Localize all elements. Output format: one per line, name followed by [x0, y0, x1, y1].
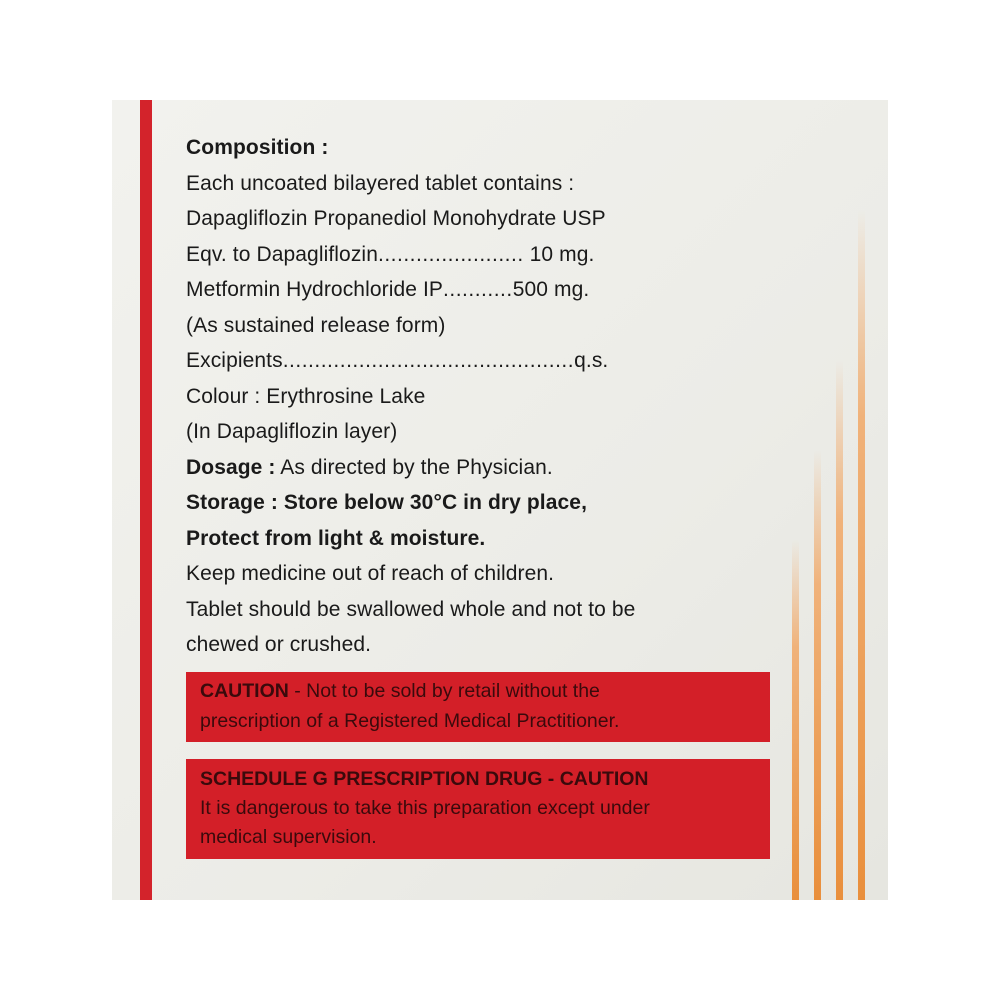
schedule-g-line: It is dangerous to take this preparation except under — [200, 797, 650, 819]
warning-line: chewed or crushed. — [186, 633, 372, 656]
ingredient-value: 500 mg. — [512, 278, 590, 301]
dosage-label: Dosage : — [186, 455, 276, 479]
composition-line: Each uncoated bilayered tablet contains : — [186, 171, 575, 195]
caution-line — [200, 676, 756, 706]
colour-line: Colour : Erythrosine Lake — [186, 384, 426, 408]
ingredient-metformin — [186, 272, 806, 308]
ingredient-value: 10 mg. — [523, 242, 595, 266]
label-text — [186, 130, 806, 663]
orange-stripe-decoration — [836, 360, 843, 900]
ingredient-value: q.s. — [574, 349, 609, 372]
red-edge-strip — [140, 100, 152, 900]
caution-line: prescription of a Registered Medical Practitioner. — [200, 710, 620, 732]
orange-stripe-decoration — [858, 210, 865, 900]
ingredient-excipients — [186, 343, 806, 379]
ingredient-name: Metformin Hydrochloride IP — [186, 278, 444, 301]
leader-dots: ....................... — [377, 242, 524, 266]
colour-layer-line: (In Dapagliflozin layer) — [186, 420, 398, 443]
ingredient-dapagliflozin — [186, 237, 806, 273]
schedule-g-line: medical supervision. — [200, 826, 377, 848]
dosage-line — [186, 450, 806, 486]
schedule-g-banner — [186, 759, 770, 859]
warning-line: Keep medicine out of reach of children. — [186, 562, 555, 585]
caution-label: CAUTION — [200, 680, 289, 702]
ingredient-name: Excipients — [186, 349, 283, 372]
composition-line: (As sustained release form) — [186, 313, 446, 337]
storage-line: Storage : Store below 30°C in dry place, — [186, 491, 588, 514]
package-panel — [112, 100, 888, 900]
caution-banner — [186, 672, 770, 742]
warning-line: Tablet should be swallowed whole and not to be — [186, 597, 636, 621]
ingredient-name: Eqv. to Dapagliflozin — [186, 242, 378, 266]
storage-line: Protect from light & moisture. — [186, 526, 486, 550]
dosage-text: As directed by the Physician. — [275, 455, 553, 479]
leader-dots: ........... — [443, 278, 513, 301]
schedule-g-title: SCHEDULE G PRESCRIPTION DRUG - CAUTION — [200, 768, 649, 790]
orange-stripe-decoration — [814, 450, 821, 900]
composition-line: Dapagliflozin Propanediol Monohydrate USP — [186, 207, 606, 230]
composition-heading: Composition : — [186, 136, 329, 159]
caution-text: - Not to be sold by retail without the — [288, 680, 600, 702]
leader-dots: .............................................. — [282, 349, 575, 372]
